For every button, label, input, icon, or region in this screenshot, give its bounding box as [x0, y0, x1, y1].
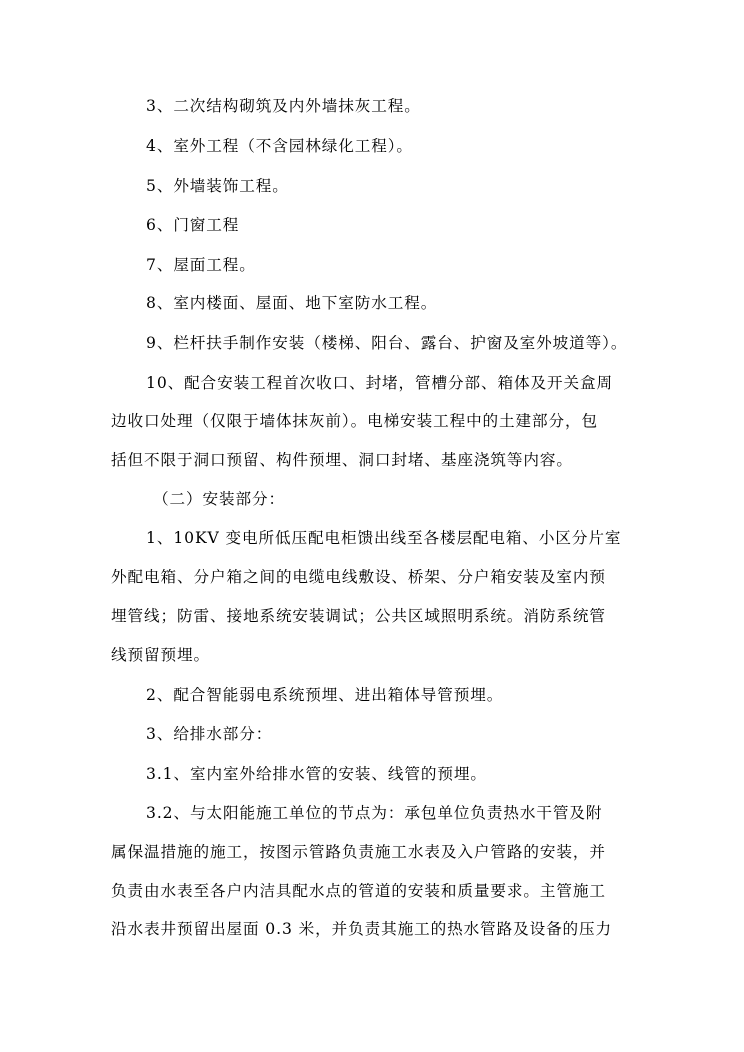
text-line: 9、栏杆扶手制作安装（楼梯、阳台、露台、护窗及室外坡道等）。: [146, 334, 628, 352]
text-line: 1、10KV 变电所低压配电柜馈出线至各楼层配电箱、小区分片室: [146, 529, 622, 547]
text-line: 10、配合安装工程首次收口、封堵，管槽分部、箱体及开关盒周: [146, 374, 613, 392]
text-line: 2、配合智能弱电系统预埋、进出箱体导管预埋。: [146, 686, 504, 704]
text-line: 线预留预埋。: [111, 646, 210, 664]
text-line: 边收口处理（仅限于墙体抹灰前）。电梯安装工程中的土建部分，包: [111, 412, 599, 430]
text-line: 4、室外工程（不含园林绿化工程）。: [146, 137, 413, 155]
text-line: 3、二次结构砌筑及内外墙抹灰工程。: [146, 97, 421, 115]
text-line: 3、给排水部分：: [146, 725, 273, 743]
text-line: 括但不限于洞口预留、构件预埋、洞口封堵、基座浇筑等内容。: [111, 451, 573, 469]
text-line: 埋管线；防雷、接地系统安装调试；公共区域照明系统。消防系统管: [111, 607, 606, 625]
text-line: 6、门窗工程: [146, 216, 240, 234]
text-line: 沿水表井预留出屋面 0.3 米，并负责其施工的热水管路及设备的压力: [111, 920, 613, 938]
text-line: 负责由水表至各户内洁具配水点的管道的安装和质量要求。主管施工: [111, 882, 606, 900]
text-line: 8、室内楼面、屋面、地下室防水工程。: [146, 294, 438, 312]
text-line: 属保温措施的施工，按图示管路负责施工水表及入户管路的安装，并: [111, 843, 606, 861]
section-heading: （二）安装部分：: [153, 490, 285, 508]
text-line: 3.1、室内室外给排水管的安装、线管的预埋。: [146, 765, 487, 783]
text-line: 5、外墙装饰工程。: [146, 177, 289, 195]
text-line: 外配电箱、分户箱之间的电缆电线敷设、桥架、分户箱安装及室内预: [111, 568, 606, 586]
text-line: 3.2、与太阳能施工单位的节点为：承包单位负责热水干管及附: [146, 804, 603, 822]
text-line: 7、屋面工程。: [146, 256, 256, 274]
